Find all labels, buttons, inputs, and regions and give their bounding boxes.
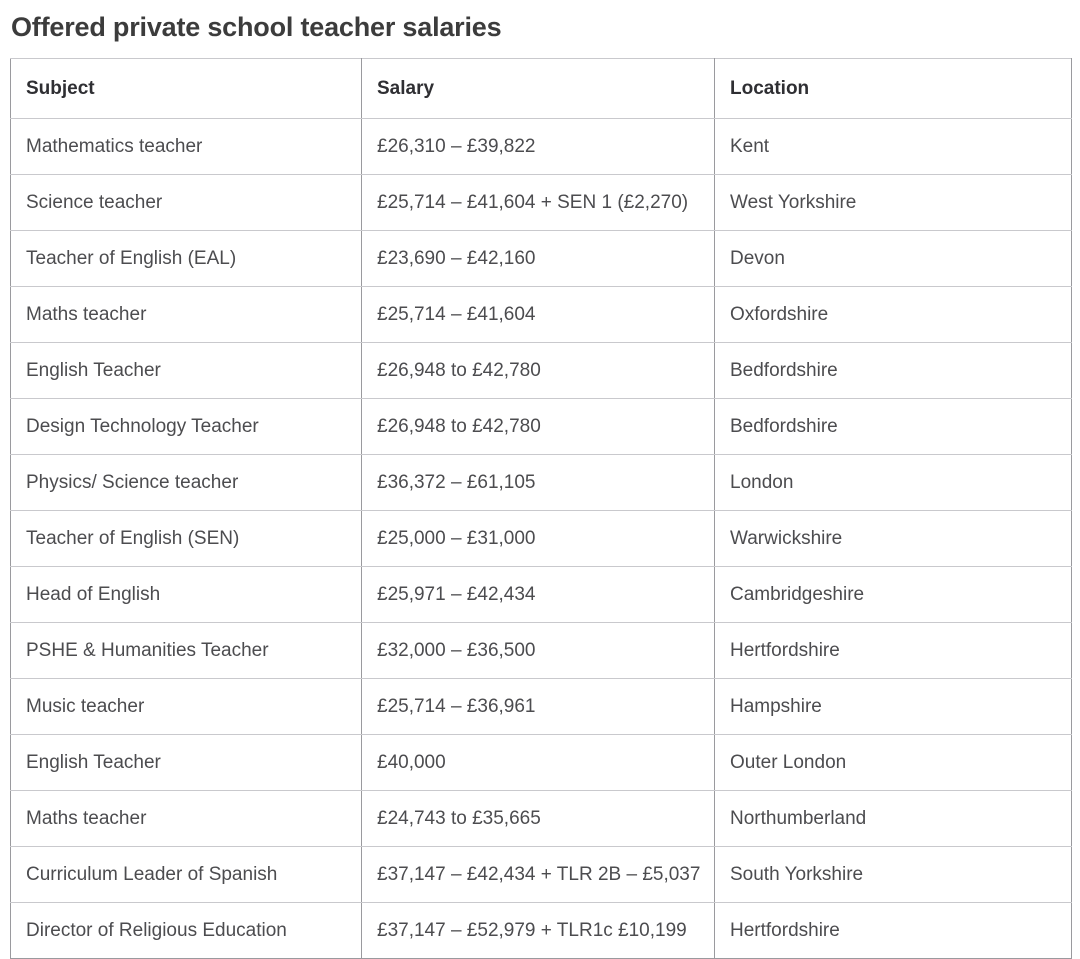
cell-location: West Yorkshire <box>715 175 1072 231</box>
table-row <box>11 287 1072 343</box>
cell-subject: PSHE & Humanities Teacher <box>11 623 362 679</box>
cell-location: Devon <box>715 231 1072 287</box>
table-body <box>11 119 1072 959</box>
cell-subject: Maths teacher <box>11 791 362 847</box>
table-row <box>11 455 1072 511</box>
cell-salary: £26,948 to £42,780 <box>362 399 715 455</box>
cell-salary: £25,971 – £42,434 <box>362 567 715 623</box>
table-row <box>11 791 1072 847</box>
column-header-salary: Salary <box>362 59 715 119</box>
cell-subject: Teacher of English (SEN) <box>11 511 362 567</box>
cell-salary: £40,000 <box>362 735 715 791</box>
cell-location: Hertfordshire <box>715 623 1072 679</box>
cell-subject: Design Technology Teacher <box>11 399 362 455</box>
cell-subject: Mathematics teacher <box>11 119 362 175</box>
cell-location: Hampshire <box>715 679 1072 735</box>
cell-location: Warwickshire <box>715 511 1072 567</box>
cell-salary: £25,000 – £31,000 <box>362 511 715 567</box>
cell-salary: £25,714 – £36,961 <box>362 679 715 735</box>
cell-salary: £37,147 – £52,979 + TLR1c £10,199 <box>362 903 715 959</box>
cell-location: Oxfordshire <box>715 287 1072 343</box>
cell-subject: Teacher of English (EAL) <box>11 231 362 287</box>
cell-salary: £26,948 to £42,780 <box>362 343 715 399</box>
cell-location: Kent <box>715 119 1072 175</box>
column-header-location: Location <box>715 59 1072 119</box>
cell-salary: £25,714 – £41,604 + SEN 1 (£2,270) <box>362 175 715 231</box>
cell-location: Northumberland <box>715 791 1072 847</box>
table-header-row <box>11 59 1072 119</box>
cell-salary: £25,714 – £41,604 <box>362 287 715 343</box>
cell-subject: Curriculum Leader of Spanish <box>11 847 362 903</box>
cell-subject: Physics/ Science teacher <box>11 455 362 511</box>
cell-location: Bedfordshire <box>715 399 1072 455</box>
table-row <box>11 903 1072 959</box>
cell-subject: Science teacher <box>11 175 362 231</box>
cell-subject: English Teacher <box>11 343 362 399</box>
table-row <box>11 343 1072 399</box>
cell-salary: £32,000 – £36,500 <box>362 623 715 679</box>
table-row <box>11 119 1072 175</box>
cell-salary: £23,690 – £42,160 <box>362 231 715 287</box>
table-row <box>11 175 1072 231</box>
cell-subject: Maths teacher <box>11 287 362 343</box>
table-row <box>11 679 1072 735</box>
cell-salary: £26,310 – £39,822 <box>362 119 715 175</box>
table-row <box>11 567 1072 623</box>
cell-subject: Director of Religious Education <box>11 903 362 959</box>
cell-salary: £24,743 to £35,665 <box>362 791 715 847</box>
table-row <box>11 623 1072 679</box>
cell-location: Cambridgeshire <box>715 567 1072 623</box>
table-row <box>11 399 1072 455</box>
offered-salaries-table <box>10 58 1072 959</box>
cell-subject: Music teacher <box>11 679 362 735</box>
cell-location: London <box>715 455 1072 511</box>
cell-location: South Yorkshire <box>715 847 1072 903</box>
cell-subject: English Teacher <box>11 735 362 791</box>
salary-table-container <box>10 58 1071 959</box>
column-header-subject: Subject <box>11 59 362 119</box>
cell-subject: Head of English <box>11 567 362 623</box>
table-row <box>11 231 1072 287</box>
cell-location: Bedfordshire <box>715 343 1072 399</box>
cell-salary: £36,372 – £61,105 <box>362 455 715 511</box>
cell-location: Outer London <box>715 735 1072 791</box>
cell-location: Hertfordshire <box>730 920 840 941</box>
table-header <box>11 59 1072 119</box>
cell-salary: £37,147 – £42,434 + TLR 2B – £5,037 <box>362 847 715 903</box>
page-title: Offered private school teacher salaries <box>11 12 502 42</box>
table-row <box>11 511 1072 567</box>
table-row <box>11 735 1072 791</box>
table-row <box>11 847 1072 903</box>
